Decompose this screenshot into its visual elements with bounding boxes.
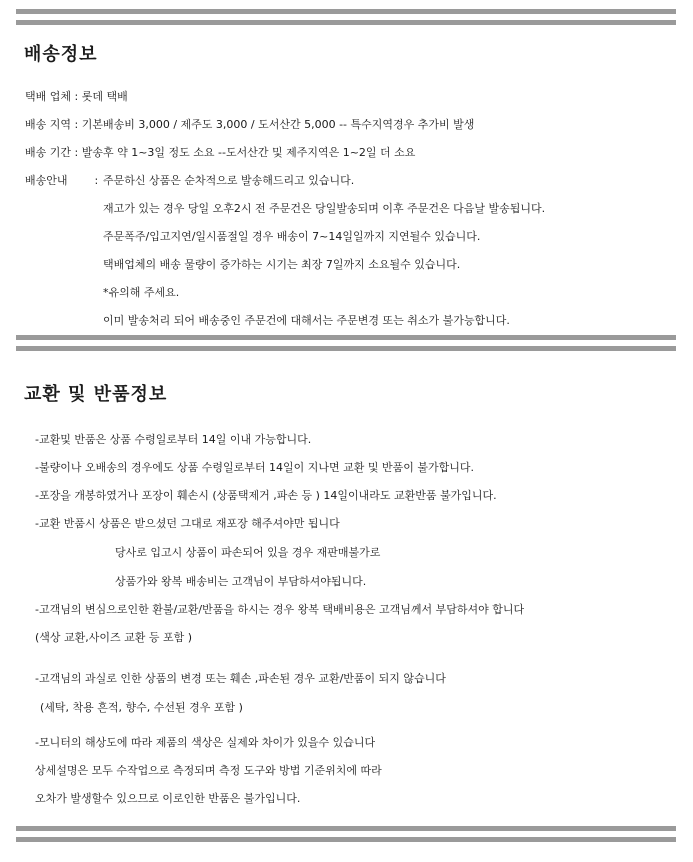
guide-line: 주문하신 상품은 순차적으로 발송해드리고 있습니다. [103, 174, 355, 187]
guide-line: *유의해 주세요. [103, 286, 180, 299]
exchange-line: 상품가와 왕복 배송비는 고객님이 부담하셔야됩니다. [115, 575, 367, 588]
region-row [25, 118, 474, 132]
bottom-divider [16, 826, 676, 843]
exchange-line: -포장을 개봉하였거나 포장이 훼손시 (상품택제거 ,파손 등 ) 14일이내라도 교환반품 불가입니다. [35, 489, 497, 502]
guide-label-row [25, 174, 98, 188]
period-label: 배송 기간 : [25, 146, 79, 159]
guide-label: 배송안내 [25, 174, 68, 187]
region-value: 기본배송비 3,000 / 제주도 3,000 / 도서산간 5,000 -- 특수지역경우 추가비 발생 [81, 118, 475, 131]
exchange-line: 오차가 발생할수 있으므로 이로인한 반품은 불가입니다. [35, 792, 301, 805]
exchange-line: -모니터의 해상도에 따라 제품의 색상은 실제와 차이가 있을수 있습니다 [35, 736, 376, 749]
region-label: 배송 지역 : [25, 118, 79, 131]
middle-divider [16, 335, 676, 352]
period-value: 발송후 약 1~3일 정도 소요 --도서산간 및 제주지역은 1~2일 더 소요 [81, 146, 416, 159]
courier-row [25, 90, 128, 104]
exchange-line: (세탁, 착용 흔적, 향수, 수선된 경우 포함 ) [40, 701, 243, 714]
exchange-line: 상세설명은 모두 수작업으로 측정되며 측정 도구와 방법 기준위치에 따라 [35, 764, 382, 777]
courier-value: 롯데 택배 [81, 90, 128, 103]
exchange-line: -고객님의 변심으로인한 환불/교환/반품을 하시는 경우 왕복 택배비용은 고객님께서 부담하셔야 합니다 [35, 603, 525, 616]
period-row [25, 146, 415, 160]
courier-label: 택배 업체 : [25, 90, 79, 103]
exchange-line: -불량이나 오배송의 경우에도 상품 수령일로부터 14일이 지나면 교환 및 반품이 불가합니다. [35, 461, 474, 474]
exchange-title: 교환 및 반품정보 [24, 384, 168, 405]
exchange-line: -교환 반품시 상품은 받으셨던 그대로 재포장 해주셔야만 됩니다 [35, 517, 340, 530]
exchange-line: (색상 교환,사이즈 교환 등 포함 ) [35, 631, 193, 644]
guide-line: 이미 발송처리 되어 배송중인 주문건에 대해서는 주문변경 또는 취소가 불가능합니다. [103, 314, 510, 327]
exchange-line: 당사로 입고시 상품이 파손되어 있을 경우 재판매불가로 [115, 546, 381, 559]
guide-colon: : [94, 174, 99, 187]
exchange-line: -교환및 반품은 상품 수령일로부터 14일 이내 가능합니다. [35, 433, 312, 446]
guide-line: 주문폭주/입고지연/일시품절일 경우 배송이 7~14일일까지 지연될수 있습니다. [103, 230, 481, 243]
guide-line: 재고가 있는 경우 당일 오후2시 전 주문건은 당일발송되며 이후 주문건은 다음날 발송됩니다. [103, 202, 546, 215]
guide-line: 택배업체의 배송 물량이 증가하는 시기는 최장 7일까지 소요될수 있습니다. [103, 258, 461, 271]
shipping-title: 배송정보 [24, 44, 98, 65]
exchange-line: -고객님의 과실로 인한 상품의 변경 또는 훼손 ,파손된 경우 교환/반품이 되지 않습니다 [35, 672, 446, 685]
top-divider [16, 9, 676, 26]
